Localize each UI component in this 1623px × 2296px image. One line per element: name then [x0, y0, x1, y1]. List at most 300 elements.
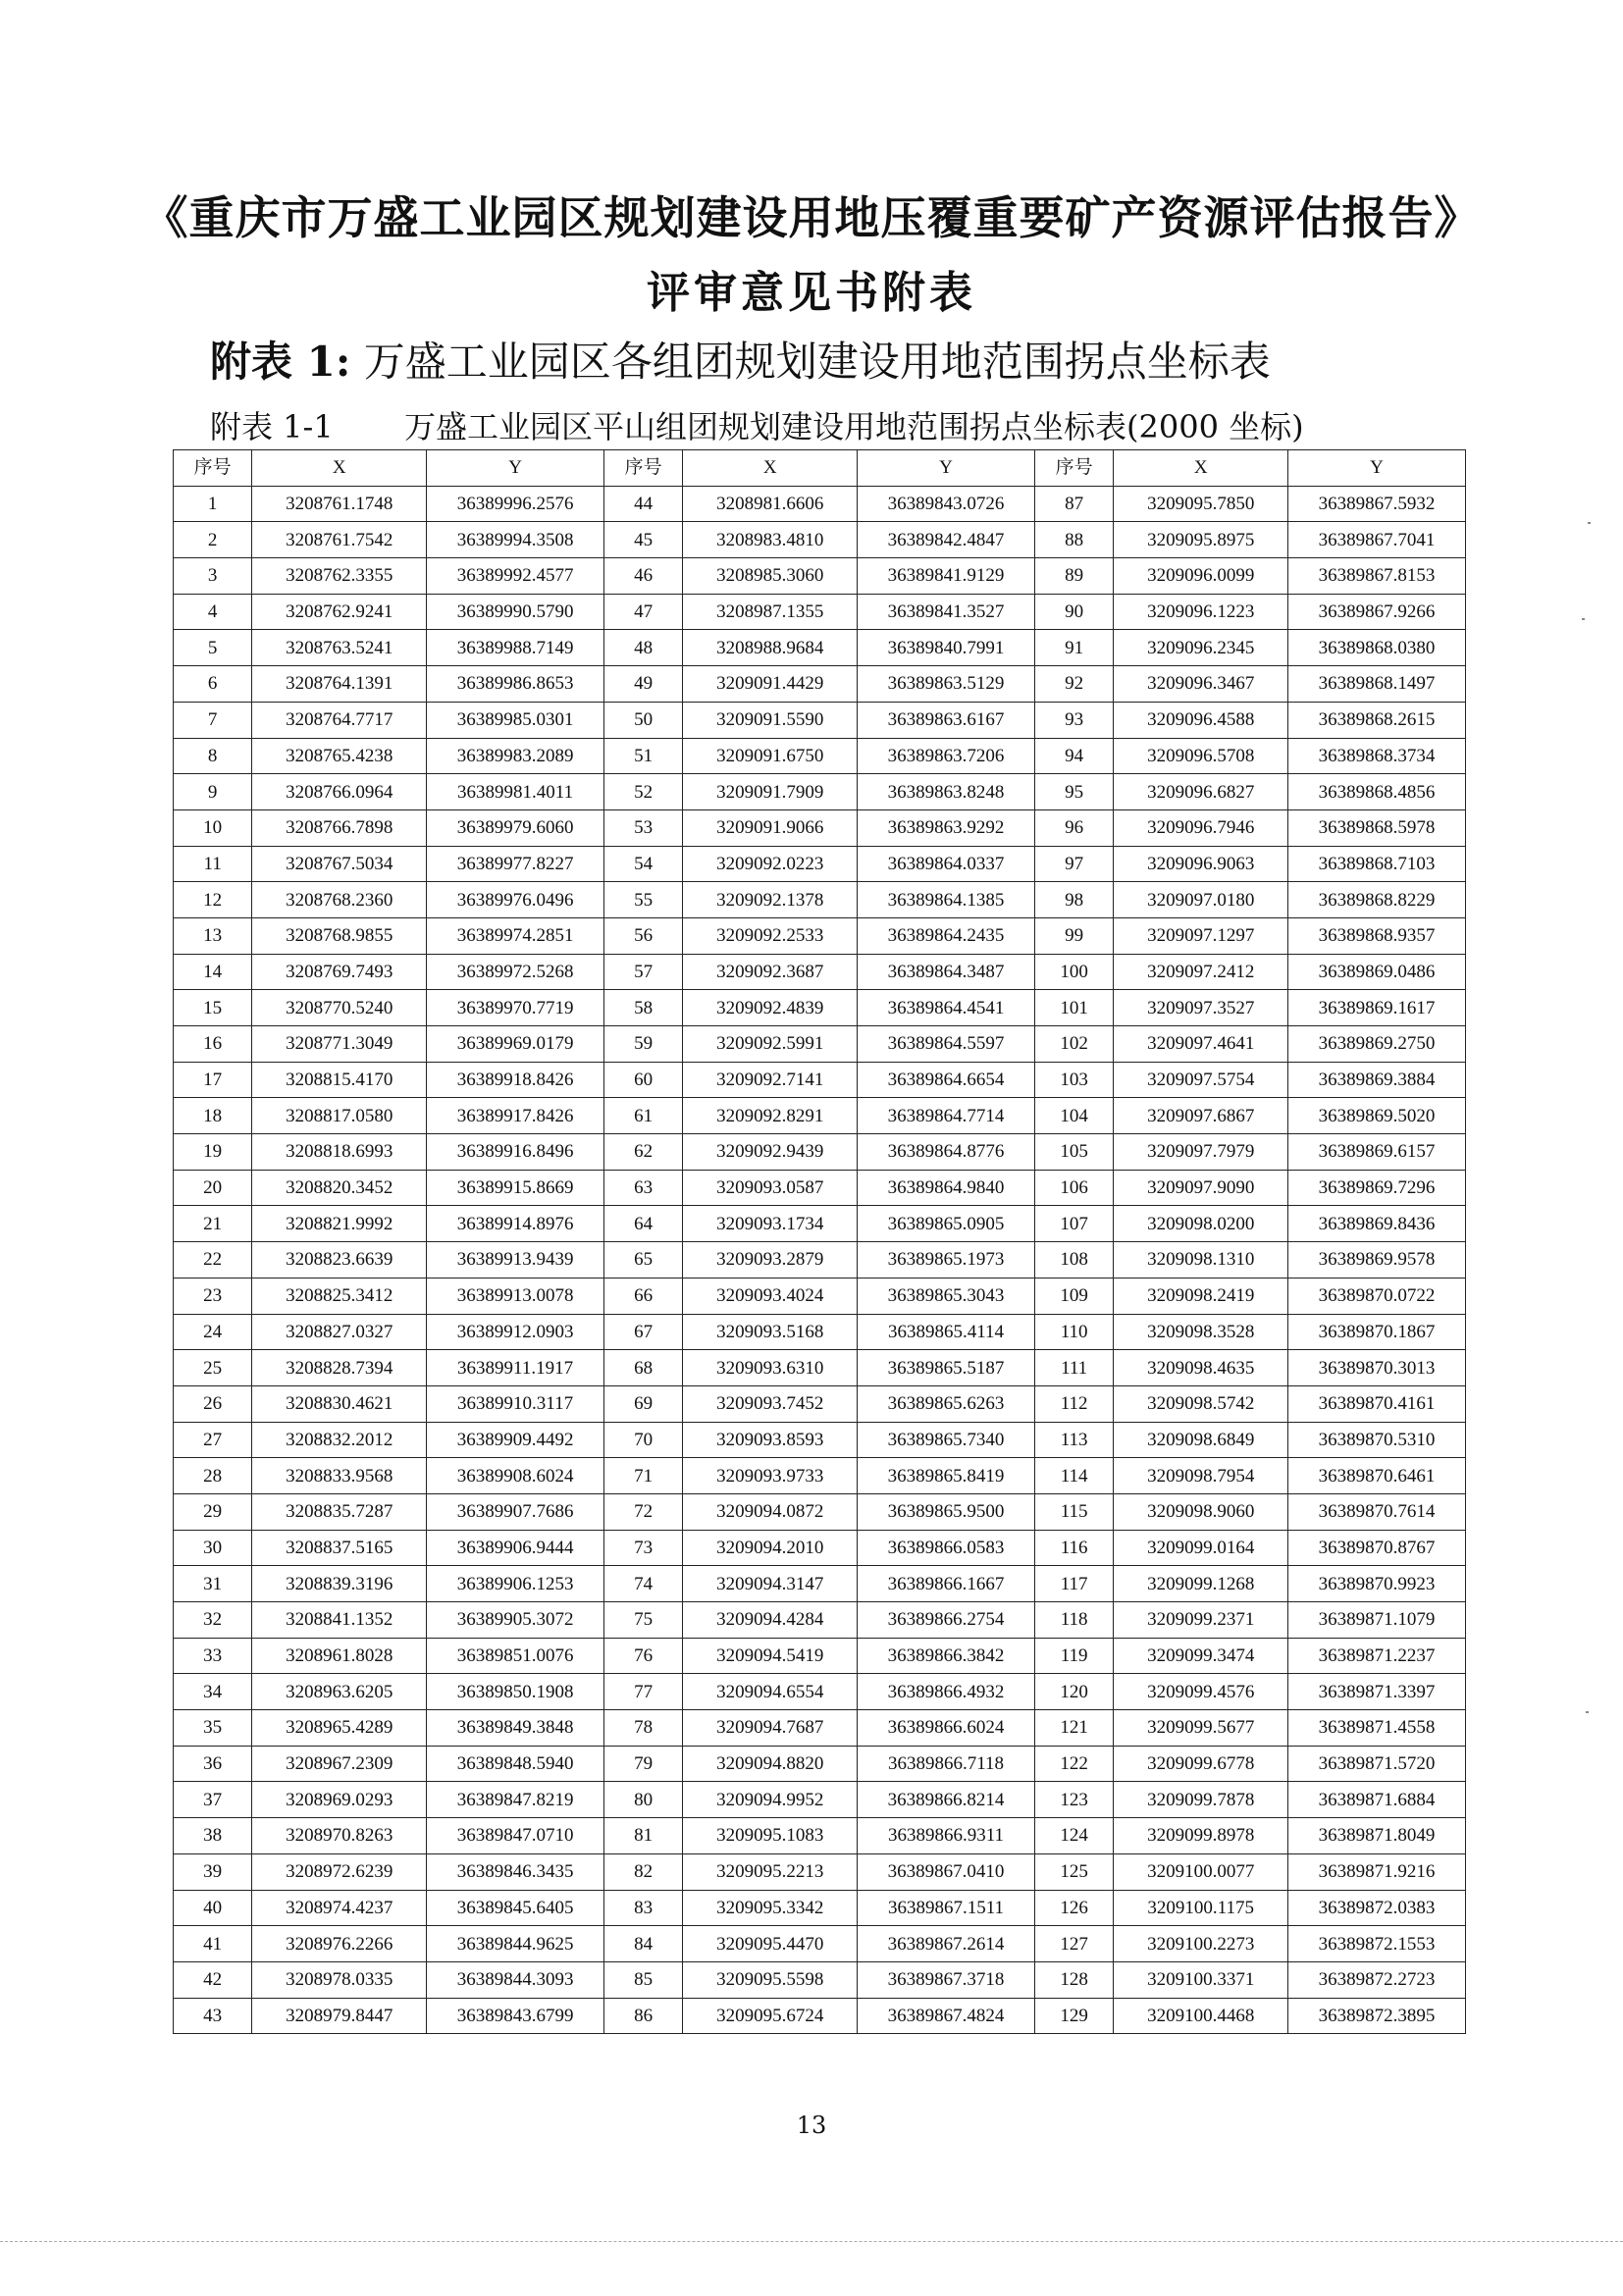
cell-y: 36389869.1617 — [1288, 990, 1466, 1026]
cell-seq: 117 — [1034, 1566, 1113, 1602]
cell-y: 36389871.8049 — [1288, 1818, 1466, 1854]
cell-seq: 14 — [174, 954, 252, 990]
cell-seq: 15 — [174, 990, 252, 1026]
cell-seq: 46 — [603, 558, 682, 595]
cell-seq: 125 — [1034, 1853, 1113, 1890]
cell-y: 36389866.9311 — [858, 1818, 1035, 1854]
cell-seq: 28 — [174, 1458, 252, 1494]
cell-seq: 129 — [1034, 1998, 1113, 2034]
cell-y: 36389990.5790 — [427, 594, 604, 630]
cell-x: 3209099.5677 — [1114, 1710, 1288, 1747]
cell-y: 36389905.3072 — [427, 1602, 604, 1639]
cell-x: 3208961.8028 — [252, 1638, 427, 1674]
cell-x: 3209097.6867 — [1114, 1098, 1288, 1134]
cell-y: 36389870.6461 — [1288, 1458, 1466, 1494]
table-row — [174, 954, 1466, 990]
cell-y: 36389977.8227 — [427, 846, 604, 882]
cell-x: 3208970.8263 — [252, 1818, 427, 1854]
cell-seq: 5 — [174, 630, 252, 666]
cell-y: 36389864.2435 — [858, 917, 1035, 954]
cell-seq: 105 — [1034, 1134, 1113, 1171]
cell-x: 3209098.2419 — [1114, 1278, 1288, 1314]
cell-seq: 33 — [174, 1638, 252, 1674]
table-row — [174, 1458, 1466, 1494]
cell-seq: 106 — [1034, 1170, 1113, 1206]
coordinate-table — [173, 449, 1466, 2034]
table-row — [174, 738, 1466, 774]
cell-x: 3209096.2345 — [1114, 630, 1288, 666]
cell-seq: 12 — [174, 882, 252, 918]
cell-x: 3209100.4468 — [1114, 1998, 1288, 2034]
cell-y: 36389842.4847 — [858, 522, 1035, 558]
cell-x: 3209098.0200 — [1114, 1206, 1288, 1242]
table-row — [174, 1170, 1466, 1206]
cell-y: 36389871.2237 — [1288, 1638, 1466, 1674]
table-row — [174, 1818, 1466, 1854]
cell-x: 3208839.3196 — [252, 1566, 427, 1602]
cell-seq: 120 — [1034, 1674, 1113, 1710]
cell-seq: 64 — [603, 1206, 682, 1242]
table-row — [174, 1530, 1466, 1566]
cell-seq: 8 — [174, 738, 252, 774]
cell-x: 3209098.4635 — [1114, 1350, 1288, 1386]
cell-seq: 78 — [603, 1710, 682, 1747]
cell-seq: 118 — [1034, 1602, 1113, 1639]
cell-x: 3209093.1734 — [683, 1206, 858, 1242]
cell-seq: 18 — [174, 1098, 252, 1134]
cell-x: 3209099.0164 — [1114, 1530, 1288, 1566]
cell-x: 3209094.9952 — [683, 1782, 858, 1818]
cell-x: 3209098.9060 — [1114, 1493, 1288, 1530]
cell-seq: 44 — [603, 486, 682, 522]
cell-seq: 22 — [174, 1242, 252, 1278]
cell-x: 3208769.7493 — [252, 954, 427, 990]
cell-seq: 98 — [1034, 882, 1113, 918]
cell-y: 36389910.3117 — [427, 1385, 604, 1422]
cell-x: 3208830.4621 — [252, 1385, 427, 1422]
cell-x: 3209099.4576 — [1114, 1674, 1288, 1710]
cell-x: 3209097.1297 — [1114, 917, 1288, 954]
cell-seq: 37 — [174, 1782, 252, 1818]
cell-x: 3209093.6310 — [683, 1350, 858, 1386]
cell-x: 3209094.7687 — [683, 1710, 858, 1747]
table-row — [174, 666, 1466, 703]
cell-x: 3209096.9063 — [1114, 846, 1288, 882]
cell-y: 36389985.0301 — [427, 702, 604, 738]
cell-seq: 11 — [174, 846, 252, 882]
cell-x: 3209096.3467 — [1114, 666, 1288, 703]
cell-x: 3209092.2533 — [683, 917, 858, 954]
cell-seq: 10 — [174, 809, 252, 846]
cell-y: 36389867.2614 — [858, 1926, 1035, 1962]
cell-x: 3208764.7717 — [252, 702, 427, 738]
cell-seq: 56 — [603, 917, 682, 954]
cell-seq: 27 — [174, 1422, 252, 1458]
cell-y: 36389868.4856 — [1288, 774, 1466, 810]
cell-y: 36389863.7206 — [858, 738, 1035, 774]
cell-y: 36389867.8153 — [1288, 558, 1466, 595]
cell-seq: 103 — [1034, 1062, 1113, 1098]
cell-seq: 126 — [1034, 1890, 1113, 1926]
cell-x: 3209095.5598 — [683, 1961, 858, 1998]
cell-seq: 36 — [174, 1746, 252, 1782]
cell-y: 36389865.8419 — [858, 1458, 1035, 1494]
cell-x: 3209099.1268 — [1114, 1566, 1288, 1602]
cell-y: 36389914.8976 — [427, 1206, 604, 1242]
cell-seq: 29 — [174, 1493, 252, 1530]
cell-y: 36389869.0486 — [1288, 954, 1466, 990]
cell-seq: 127 — [1034, 1926, 1113, 1962]
cell-x: 3208768.9855 — [252, 917, 427, 954]
cell-y: 36389871.5720 — [1288, 1746, 1466, 1782]
cell-y: 36389872.0383 — [1288, 1890, 1466, 1926]
cell-x: 3209093.9733 — [683, 1458, 858, 1494]
cell-x: 3209094.0872 — [683, 1493, 858, 1530]
cell-x: 3208841.1352 — [252, 1602, 427, 1639]
cell-x: 3209093.0587 — [683, 1170, 858, 1206]
table-row — [174, 1385, 1466, 1422]
cell-y: 36389865.0905 — [858, 1206, 1035, 1242]
cell-seq: 58 — [603, 990, 682, 1026]
cell-seq: 67 — [603, 1314, 682, 1350]
cell-y: 36389908.6024 — [427, 1458, 604, 1494]
table-row — [174, 1566, 1466, 1602]
cell-x: 3208762.9241 — [252, 594, 427, 630]
cell-seq: 39 — [174, 1853, 252, 1890]
table-row — [174, 1890, 1466, 1926]
cell-seq: 92 — [1034, 666, 1113, 703]
cell-x: 3209097.4641 — [1114, 1026, 1288, 1063]
table-header-row — [174, 450, 1466, 487]
scan-edge-line — [0, 2241, 1623, 2242]
table-row — [174, 1314, 1466, 1350]
table-row — [174, 990, 1466, 1026]
cell-y: 36389906.1253 — [427, 1566, 604, 1602]
cell-y: 36389872.3895 — [1288, 1998, 1466, 2034]
cell-y: 36389871.1079 — [1288, 1602, 1466, 1639]
cell-y: 36389872.1553 — [1288, 1926, 1466, 1962]
cell-x: 3209094.4284 — [683, 1602, 858, 1639]
cell-y: 36389981.4011 — [427, 774, 604, 810]
cell-x: 3209098.5742 — [1114, 1385, 1288, 1422]
table-row — [174, 1746, 1466, 1782]
cell-x: 3208974.4237 — [252, 1890, 427, 1926]
cell-seq: 48 — [603, 630, 682, 666]
document-subtitle: 评审意见书附表 — [647, 268, 976, 318]
cell-seq: 63 — [603, 1170, 682, 1206]
cell-x: 3209091.6750 — [683, 738, 858, 774]
cell-x: 3208825.3412 — [252, 1278, 427, 1314]
cell-seq: 25 — [174, 1350, 252, 1386]
cell-x: 3209097.9090 — [1114, 1170, 1288, 1206]
cell-x: 3209100.0077 — [1114, 1853, 1288, 1890]
cell-x: 3209093.7452 — [683, 1385, 858, 1422]
cell-y: 36389983.2089 — [427, 738, 604, 774]
cell-y: 36389970.7719 — [427, 990, 604, 1026]
cell-x: 3209097.3527 — [1114, 990, 1288, 1026]
cell-x: 3209095.6724 — [683, 1998, 858, 2034]
cell-y: 36389867.0410 — [858, 1853, 1035, 1890]
cell-y: 36389867.4824 — [858, 1998, 1035, 2034]
cell-x: 3209097.7979 — [1114, 1134, 1288, 1171]
cell-x: 3208835.7287 — [252, 1493, 427, 1530]
cell-seq: 100 — [1034, 954, 1113, 990]
cell-y: 36389850.1908 — [427, 1674, 604, 1710]
cell-seq: 2 — [174, 522, 252, 558]
cell-seq: 89 — [1034, 558, 1113, 595]
cell-y: 36389841.9129 — [858, 558, 1035, 595]
cell-seq: 31 — [174, 1566, 252, 1602]
cell-seq: 59 — [603, 1026, 682, 1063]
cell-seq: 90 — [1034, 594, 1113, 630]
cell-seq: 83 — [603, 1890, 682, 1926]
cell-x: 3208764.1391 — [252, 666, 427, 703]
cell-y: 36389909.4492 — [427, 1422, 604, 1458]
cell-y: 36389865.9500 — [858, 1493, 1035, 1530]
cell-seq: 91 — [1034, 630, 1113, 666]
cell-x: 3209092.5991 — [683, 1026, 858, 1063]
cell-x: 3209098.3528 — [1114, 1314, 1288, 1350]
cell-seq: 113 — [1034, 1422, 1113, 1458]
cell-seq: 84 — [603, 1926, 682, 1962]
cell-seq: 6 — [174, 666, 252, 703]
table-row — [174, 1710, 1466, 1747]
table-row — [174, 1134, 1466, 1171]
cell-seq: 4 — [174, 594, 252, 630]
cell-seq: 38 — [174, 1818, 252, 1854]
cell-y: 36389870.3013 — [1288, 1350, 1466, 1386]
cell-y: 36389866.2754 — [858, 1602, 1035, 1639]
cell-seq: 53 — [603, 809, 682, 846]
table-row — [174, 1350, 1466, 1386]
cell-y: 36389870.9923 — [1288, 1566, 1466, 1602]
table-row — [174, 486, 1466, 522]
cell-seq: 128 — [1034, 1961, 1113, 1998]
cell-seq: 69 — [603, 1385, 682, 1422]
table-row — [174, 558, 1466, 595]
cell-seq: 19 — [174, 1134, 252, 1171]
cell-y: 36389865.3043 — [858, 1278, 1035, 1314]
cell-x: 3209100.3371 — [1114, 1961, 1288, 1998]
cell-seq: 112 — [1034, 1385, 1113, 1422]
cell-x: 3208985.3060 — [683, 558, 858, 595]
cell-x: 3208988.9684 — [683, 630, 858, 666]
cell-seq: 86 — [603, 1998, 682, 2034]
cell-seq: 21 — [174, 1206, 252, 1242]
cell-x: 3209099.8978 — [1114, 1818, 1288, 1854]
cell-y: 36389843.6799 — [427, 1998, 604, 2034]
cell-y: 36389841.3527 — [858, 594, 1035, 630]
cell-x: 3208981.6606 — [683, 486, 858, 522]
cell-x: 3208828.7394 — [252, 1350, 427, 1386]
cell-x: 3208820.3452 — [252, 1170, 427, 1206]
cell-x: 3208761.7542 — [252, 522, 427, 558]
page-number: 13 — [796, 2112, 827, 2139]
cell-y: 36389844.9625 — [427, 1926, 604, 1962]
cell-y: 36389863.6167 — [858, 702, 1035, 738]
cell-y: 36389840.7991 — [858, 630, 1035, 666]
cell-x: 3208987.1355 — [683, 594, 858, 630]
cell-y: 36389863.5129 — [858, 666, 1035, 703]
cell-x: 3209092.0223 — [683, 846, 858, 882]
cell-y: 36389867.5932 — [1288, 486, 1466, 522]
cell-x: 3209093.2879 — [683, 1242, 858, 1278]
cell-x: 3209094.3147 — [683, 1566, 858, 1602]
cell-x: 3209098.7954 — [1114, 1458, 1288, 1494]
cell-x: 3209091.5590 — [683, 702, 858, 738]
header-seq: 序号 — [603, 450, 682, 487]
cell-y: 36389911.1917 — [427, 1350, 604, 1386]
appendix-heading-label: 附表 1: — [210, 338, 351, 386]
cell-y: 36389866.3842 — [858, 1638, 1035, 1674]
table-row — [174, 1242, 1466, 1278]
cell-y: 36389864.1385 — [858, 882, 1035, 918]
cell-seq: 30 — [174, 1530, 252, 1566]
cell-seq: 62 — [603, 1134, 682, 1171]
cell-y: 36389913.9439 — [427, 1242, 604, 1278]
cell-y: 36389869.6157 — [1288, 1134, 1466, 1171]
cell-y: 36389864.7714 — [858, 1098, 1035, 1134]
cell-x: 3209092.4839 — [683, 990, 858, 1026]
cell-seq: 17 — [174, 1062, 252, 1098]
cell-x: 3208767.5034 — [252, 846, 427, 882]
cell-x: 3209095.4470 — [683, 1926, 858, 1962]
cell-x: 3208815.4170 — [252, 1062, 427, 1098]
cell-x: 3209097.5754 — [1114, 1062, 1288, 1098]
table-row — [174, 702, 1466, 738]
cell-y: 36389974.2851 — [427, 917, 604, 954]
cell-seq: 9 — [174, 774, 252, 810]
cell-seq: 7 — [174, 702, 252, 738]
cell-seq: 111 — [1034, 1350, 1113, 1386]
cell-seq: 102 — [1034, 1026, 1113, 1063]
cell-y: 36389871.6884 — [1288, 1782, 1466, 1818]
header-y: Y — [858, 450, 1035, 487]
cell-x: 3208818.6993 — [252, 1134, 427, 1171]
scan-speck — [1582, 618, 1585, 620]
cell-seq: 97 — [1034, 846, 1113, 882]
cell-y: 36389865.6263 — [858, 1385, 1035, 1422]
cell-x: 3209093.4024 — [683, 1278, 858, 1314]
cell-x: 3208972.6239 — [252, 1853, 427, 1890]
cell-seq: 50 — [603, 702, 682, 738]
cell-y: 36389869.9578 — [1288, 1242, 1466, 1278]
cell-seq: 47 — [603, 594, 682, 630]
cell-x: 3209099.3474 — [1114, 1638, 1288, 1674]
cell-y: 36389994.3508 — [427, 522, 604, 558]
cell-y: 36389992.4577 — [427, 558, 604, 595]
cell-y: 36389849.3848 — [427, 1710, 604, 1747]
cell-x: 3208965.4289 — [252, 1710, 427, 1747]
cell-x: 3209096.4588 — [1114, 702, 1288, 738]
cell-seq: 35 — [174, 1710, 252, 1747]
cell-y: 36389867.1511 — [858, 1890, 1035, 1926]
cell-seq: 66 — [603, 1278, 682, 1314]
cell-seq: 75 — [603, 1602, 682, 1639]
cell-seq: 51 — [603, 738, 682, 774]
cell-y: 36389867.9266 — [1288, 594, 1466, 630]
table-row — [174, 1062, 1466, 1098]
cell-seq: 70 — [603, 1422, 682, 1458]
cell-x: 3209099.7878 — [1114, 1782, 1288, 1818]
cell-y: 36389865.7340 — [858, 1422, 1035, 1458]
table-row — [174, 1638, 1466, 1674]
cell-y: 36389867.3718 — [858, 1961, 1035, 1998]
cell-seq: 41 — [174, 1926, 252, 1962]
cell-y: 36389870.4161 — [1288, 1385, 1466, 1422]
cell-y: 36389864.3487 — [858, 954, 1035, 990]
cell-x: 3208832.2012 — [252, 1422, 427, 1458]
cell-seq: 108 — [1034, 1242, 1113, 1278]
cell-seq: 45 — [603, 522, 682, 558]
cell-seq: 101 — [1034, 990, 1113, 1026]
cell-seq: 60 — [603, 1062, 682, 1098]
cell-x: 3209095.1083 — [683, 1818, 858, 1854]
cell-y: 36389869.5020 — [1288, 1098, 1466, 1134]
cell-y: 36389865.4114 — [858, 1314, 1035, 1350]
cell-x: 3209092.9439 — [683, 1134, 858, 1171]
cell-y: 36389866.6024 — [858, 1710, 1035, 1747]
cell-y: 36389844.3093 — [427, 1961, 604, 1998]
cell-seq: 77 — [603, 1674, 682, 1710]
cell-x: 3208976.2266 — [252, 1926, 427, 1962]
table-row — [174, 1098, 1466, 1134]
cell-y: 36389848.5940 — [427, 1746, 604, 1782]
cell-y: 36389988.7149 — [427, 630, 604, 666]
cell-seq: 1 — [174, 486, 252, 522]
cell-x: 3209094.8820 — [683, 1746, 858, 1782]
cell-x: 3208967.2309 — [252, 1746, 427, 1782]
cell-x: 3208821.9992 — [252, 1206, 427, 1242]
cell-seq: 93 — [1034, 702, 1113, 738]
cell-x: 3208979.8447 — [252, 1998, 427, 2034]
table-row — [174, 917, 1466, 954]
header-y: Y — [427, 450, 604, 487]
cell-seq: 74 — [603, 1566, 682, 1602]
cell-x: 3209094.5419 — [683, 1638, 858, 1674]
cell-seq: 57 — [603, 954, 682, 990]
cell-y: 36389864.5597 — [858, 1026, 1035, 1063]
table-row — [174, 594, 1466, 630]
header-x: X — [1114, 450, 1288, 487]
cell-y: 36389866.8214 — [858, 1782, 1035, 1818]
cell-y: 36389869.2750 — [1288, 1026, 1466, 1063]
cell-seq: 81 — [603, 1818, 682, 1854]
cell-seq: 107 — [1034, 1206, 1113, 1242]
cell-x: 3208983.4810 — [683, 522, 858, 558]
cell-y: 36389996.2576 — [427, 486, 604, 522]
document-title: 《重庆市万盛工业园区规划建设用地压覆重要矿产资源评估报告》 — [142, 191, 1481, 244]
cell-y: 36389863.9292 — [858, 809, 1035, 846]
cell-seq: 54 — [603, 846, 682, 882]
cell-y: 36389870.0722 — [1288, 1278, 1466, 1314]
cell-y: 36389869.8436 — [1288, 1206, 1466, 1242]
cell-x: 3209097.0180 — [1114, 882, 1288, 918]
cell-y: 36389868.3734 — [1288, 738, 1466, 774]
cell-y: 36389918.8426 — [427, 1062, 604, 1098]
cell-x: 3209096.0099 — [1114, 558, 1288, 595]
cell-y: 36389870.5310 — [1288, 1422, 1466, 1458]
cell-x: 3209095.2213 — [683, 1853, 858, 1890]
cell-seq: 104 — [1034, 1098, 1113, 1134]
cell-seq: 79 — [603, 1746, 682, 1782]
cell-seq: 82 — [603, 1853, 682, 1890]
cell-x: 3209097.2412 — [1114, 954, 1288, 990]
cell-x: 3208837.5165 — [252, 1530, 427, 1566]
table-row — [174, 1206, 1466, 1242]
table-row — [174, 1493, 1466, 1530]
cell-y: 36389917.8426 — [427, 1098, 604, 1134]
